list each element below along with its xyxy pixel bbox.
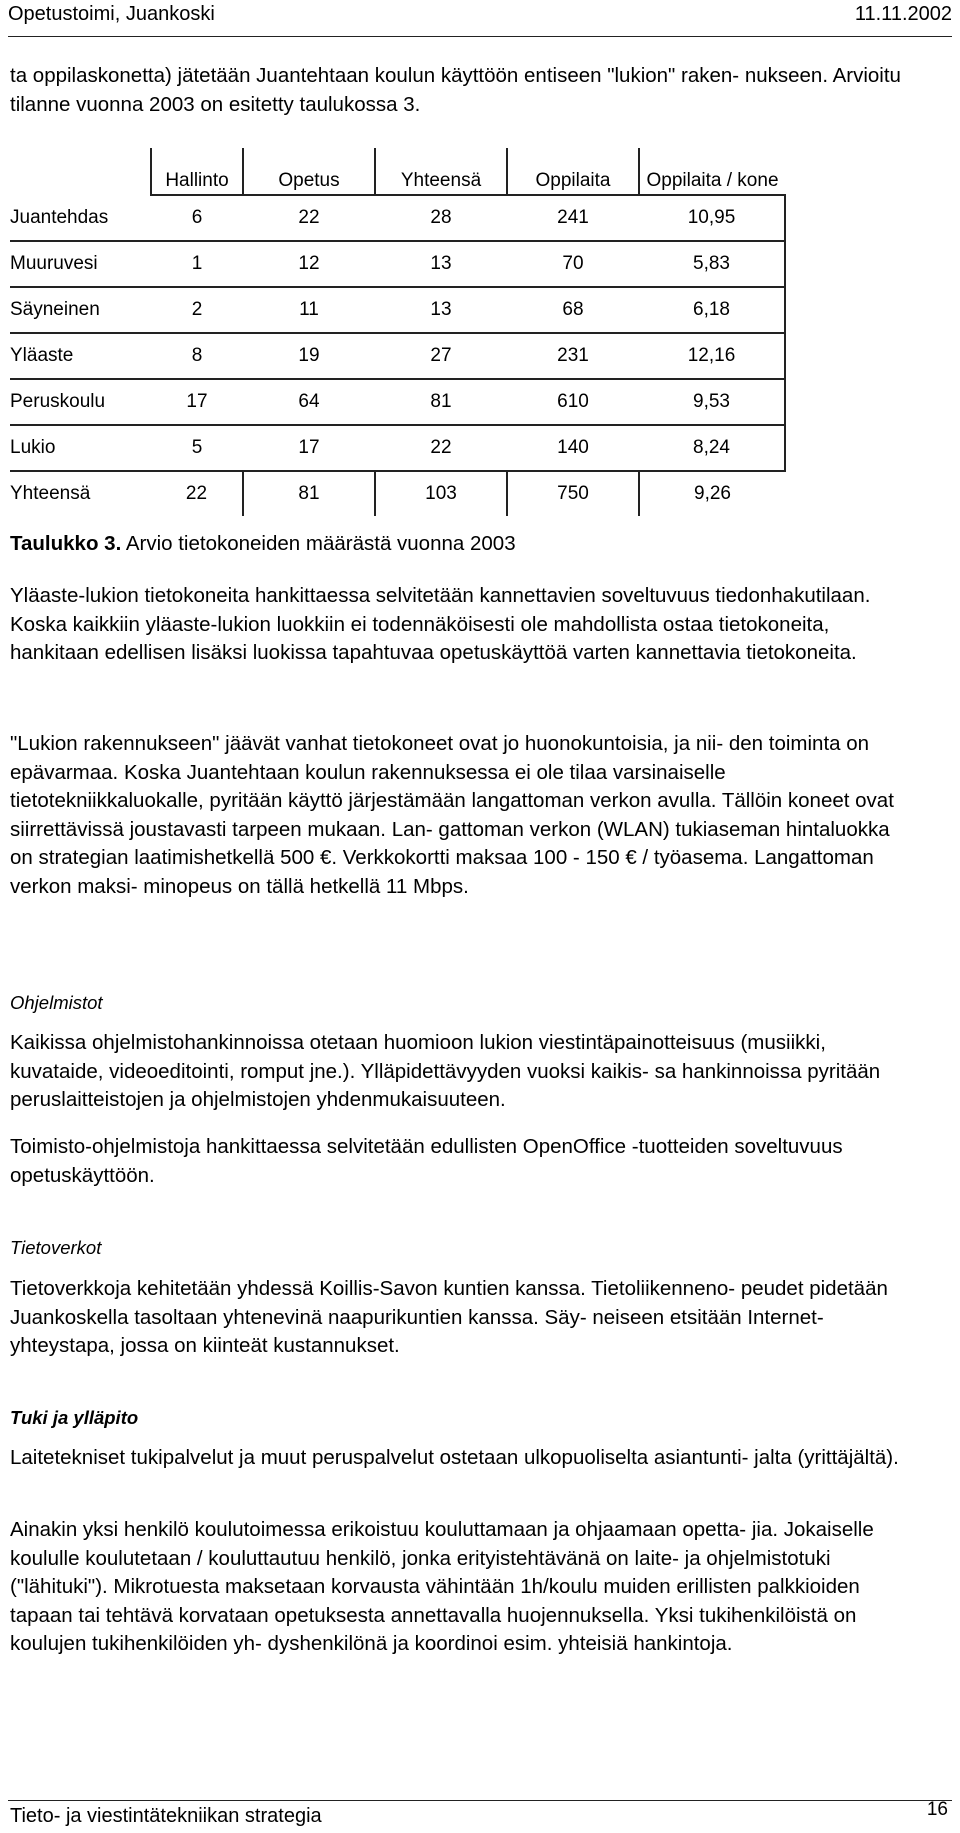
table-cell: 1 <box>151 241 243 287</box>
table-cell: 81 <box>375 379 507 425</box>
table-row <box>10 425 785 471</box>
table-row <box>10 333 785 379</box>
column-header: Opetus <box>243 148 375 195</box>
table-cell: 22 <box>375 425 507 471</box>
table-cell: 70 <box>507 241 639 287</box>
table-cell: 11 <box>243 287 375 333</box>
table-cell: 13 <box>375 241 507 287</box>
header-title: Opetustoimi, Juankoski <box>8 3 215 25</box>
table-cell: 8,24 <box>639 425 785 471</box>
table-cell: 750 <box>507 471 639 516</box>
table-cell: 5 <box>151 425 243 471</box>
row-label: Lukio <box>10 425 151 471</box>
paragraph-support-person: Ainakin yksi henkilö koulutoimessa erikoistuu kouluttamaan ja ohjaamaan opetta- jia. Jokaiselle koululle koulutetaan / kouluttautuu henkilö, jonka erityistehtävänä on laite- ja ohjelmistotuki ("lähituki"). Mikrotuesta maksetaan korvausta vähintään 1h/koulu muiden erillisten palkkioiden tapaan tai tehtävä korvataan opetuksesta annettavalla huojennuksella. Yksi tukihenkilöistä on koulujen tukihenkilöiden yh- dyshenkilönä ja koordinoi esim. yhteisiä hankintoja. <box>10 1518 874 1655</box>
table-cell: 12 <box>243 241 375 287</box>
row-label: Yläaste <box>10 333 151 379</box>
paragraph-networks: Tietoverkkoja kehitetään yhdessä Koillis-Savon kuntien kanssa. Tietoliikenneno- peudet pidetään Juankoskella tasoltaan yhtenevinä naapurikuntien kanssa. Säy- neiseen etsitään Internet-yhteystapa, jossa on kiinteät kustannukset. <box>10 1277 888 1357</box>
table-cell: 81 <box>243 471 375 516</box>
paragraph-openoffice: Toimisto-ohjelmistoja hankittaessa selvitetään edullisten OpenOffice -tuotteiden soveltuvuus opetuskäyttöön. <box>10 1135 843 1187</box>
intro-paragraph: ta oppilaskonetta) jätetään Juantehtaan koulun käyttöön entiseen "lukion" raken- nukseen. Arvioitu tilanne vuonna 2003 on esitetty taulukossa 3. <box>10 64 901 116</box>
table-cell: 5,83 <box>639 241 785 287</box>
table-cell: 10,95 <box>639 195 785 241</box>
table-row <box>10 287 785 333</box>
table-caption <box>10 530 516 558</box>
table-cell: 22 <box>185 483 208 504</box>
table-cell: 9,26 <box>639 471 785 516</box>
paragraph-support-services: Laitetekniset tukipalvelut ja muut peruspalvelut ostetaan ulkopuoliselta asiantunti- jalta (yrittäjältä). <box>10 1446 899 1469</box>
row-label: Säyneinen <box>10 287 151 333</box>
paragraph-software: Kaikissa ohjelmistohankinnoissa otetaan huomioon lukion viestintäpainotteisuus (musiikki, kuvataide, videoeditointi, romput jne.). Ylläpidettävyyden vuoksi kaikis- sa hankinnoissa pyritään peruslaitteistojen ja ohjelmistojen yhdenmukaisuuteen. <box>10 1031 881 1111</box>
footer-title: Tieto- ja viestintätekniikan strategia <box>10 1805 322 1827</box>
table-cell: 19 <box>243 333 375 379</box>
table-cell: 6 <box>151 195 243 241</box>
computer-count-table <box>10 148 786 516</box>
caption-text: Arvio tietokoneiden määrästä vuonna 2003 <box>121 532 516 555</box>
table-cell: 103 <box>375 471 507 516</box>
table-row <box>10 379 785 425</box>
section-heading-ohjelmistot: Ohjelmistot <box>10 992 103 1013</box>
column-header: Hallinto <box>151 148 243 195</box>
section-heading-tietoverkot: Tietoverkot <box>10 1237 102 1258</box>
page-footer <box>8 1800 952 1831</box>
column-header: Oppilaita <box>507 148 639 195</box>
table-row <box>10 195 785 241</box>
table-cell: 68 <box>507 287 639 333</box>
table-cell: 28 <box>375 195 507 241</box>
table-cell: 6,18 <box>639 287 785 333</box>
table-cell: 13 <box>375 287 507 333</box>
row-label: Juantehdas <box>10 195 151 241</box>
table-corner <box>10 148 151 195</box>
table-cell: 64 <box>243 379 375 425</box>
table-header-row <box>10 148 785 195</box>
table-cell: 9,53 <box>639 379 785 425</box>
table-cell: 22 <box>243 195 375 241</box>
table-row <box>10 471 785 516</box>
table-cell: 140 <box>507 425 639 471</box>
column-header: Yhteensä <box>375 148 507 195</box>
page-header <box>8 0 952 37</box>
row-label: Yhteensä <box>10 483 91 504</box>
table-cell: 231 <box>507 333 639 379</box>
row-label: Muuruvesi <box>10 241 151 287</box>
table-cell: 27 <box>375 333 507 379</box>
table-cell: 17 <box>243 425 375 471</box>
header-date: 11.11.2002 <box>854 3 952 25</box>
page-number: 16 <box>926 1799 948 1820</box>
table-row <box>10 241 785 287</box>
section-heading-tuki: Tuki ja ylläpito <box>10 1407 139 1428</box>
column-header: Oppilaita / kone <box>639 148 785 195</box>
table-cell: 8 <box>151 333 243 379</box>
paragraph-laptops: Yläaste-lukion tietokoneita hankittaessa selvitetään kannettavien soveltuvuus tiedonhakutilaan. Koska kaikkiin yläaste-lukion luokkiin ei todennäköisesti ole mahdollista ostaa tietokoneita, hankitaan edellisen lisäksi luokissa tapahtuvaa opetuskäyttöä varten kannettavia tietokoneita. <box>10 584 871 664</box>
row-label: Peruskoulu <box>10 379 151 425</box>
table-cell: 17 <box>151 379 243 425</box>
caption-label: Taulukko 3. <box>10 532 122 555</box>
table-cell: 610 <box>507 379 639 425</box>
table-cell: 12,16 <box>639 333 785 379</box>
table-cell: 241 <box>507 195 639 241</box>
paragraph-wlan: "Lukion rakennukseen" jäävät vanhat tietokoneet ovat jo huonokuntoisia, ja nii- den toiminta on epävarmaa. Koska Juantehtaan koulun rakennuksessa ei ole tilaa varsinaiselle tietotekniikkaluokalle, pyritään käyttö järjestämään langattoman verkon avulla. Tällöin koneet ovat siirrettävissä joustavasti tarpeen mukaan. Lan- gattoman verkon (WLAN) tukiaseman hintaluokka on strategian laatimishetkellä 500 €. Verkkokortti maksaa 100 - 150 € / työasema. Langattoman verkon maksi- minopeus on tällä hetkellä 11 Mbps. <box>10 732 894 898</box>
table-cell: 2 <box>151 287 243 333</box>
